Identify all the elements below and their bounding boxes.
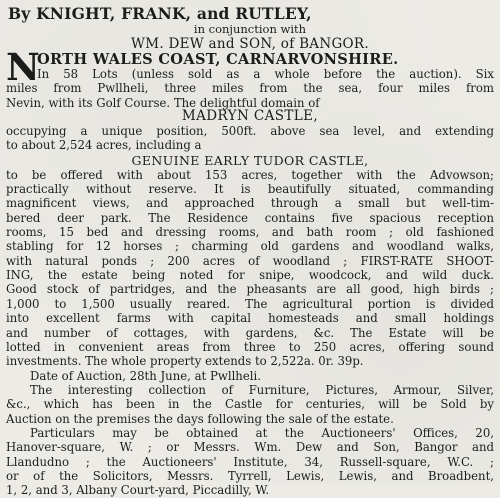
- body-line: 1,000 to 1,500 usually reared. The agricultural portion is divided: [6, 296, 494, 311]
- body-line: bered deer park. The Residence contains five spacious reception: [6, 210, 494, 225]
- domain-line: Nevin, with its Golf Course. The delightful domain of: [6, 95, 320, 110]
- particulars-line-last: 1, 2, and 3, Albany Court-yard, Piccadilly, W.: [6, 483, 270, 498]
- body-line: lotted in convenient areas from three to 250 acres, offering sound: [6, 339, 494, 354]
- position-line: occupying a unique position, 500ft. above sea level, and extending: [6, 124, 494, 139]
- conjunction-text: in conjunction with: [193, 23, 307, 36]
- particulars-line: Llandudno ; the Auctioneers' Institute, 34, Russell-square, W.C. ;: [6, 454, 494, 469]
- body-line: Good stock of partridges, and the pheasants are all good, high birds ;: [6, 282, 494, 297]
- body-line: to be offered with about 153 acres, together with the Advowson;: [6, 167, 494, 182]
- particulars-line: Hanover-square, W. ; or Messrs. Wm. Dew and Son, Bangor and: [6, 440, 494, 455]
- collection-line: The interesting collection of Furniture, Pictures, Armour, Silver,: [30, 382, 494, 397]
- headline: ORTH WALES COAST, CARNARVONSHIRE.: [37, 52, 399, 67]
- body-line: stabling for 12 horses ; charming old gardens and woodland walks,: [6, 239, 494, 254]
- partner-heading: WM. DEW and SON, of BANGOR.: [131, 36, 369, 52]
- particulars-block: [6, 426, 494, 498]
- collection-block: [6, 383, 494, 426]
- acreage-line: to about 2,524 acres, including a: [6, 138, 202, 153]
- body-line: practically without reserve. It is beautifully situated, commanding: [6, 182, 494, 197]
- body-line-last: investments. The whole property extends to 2,522a. 0r. 39p.: [6, 354, 364, 369]
- drop-cap: N: [6, 45, 40, 89]
- body-line: into excellent farms with capital homesteads and small holdings: [6, 311, 494, 326]
- lots-line: In 58 Lots (unless sold as a whole before the auction). Six: [37, 67, 494, 81]
- body-line: rooms, 15 bed and dressing rooms, and bath room ; old fashioned: [6, 225, 494, 240]
- body-line: ING, the estate being noted for snipe, woodcock, and wild duck.: [6, 268, 494, 283]
- collection-line: &c., which has been in the Castle for centuries, will be Sold by: [6, 397, 494, 412]
- auctioneers-heading: By KNIGHT, FRANK, and RUTLEY,: [8, 4, 312, 23]
- distance-line: miles from Pwllheli, three miles from the sea, four miles from: [6, 81, 494, 96]
- auction-date: Date of Auction, 28th June, at Pwllheli.: [30, 368, 261, 383]
- description-block: [6, 168, 494, 369]
- body-line: with natural ponds ; 200 acres of woodland ; FIRST-RATE SHOOT-: [6, 253, 494, 268]
- body-line: magnificent views, and approached through a small but well-tim-: [6, 196, 494, 211]
- particulars-line: Particulars may be obtained at the Auctioneers' Offices, 20,: [30, 425, 494, 440]
- castle-heading: GENUINE EARLY TUDOR CASTLE,: [131, 152, 369, 168]
- estate-name: MADRYN CASTLE,: [181, 109, 319, 125]
- particulars-line: or of the Solicitors, Messrs. Tyrrell, Lewis, Lewis, and Broadbent,: [6, 468, 494, 483]
- body-line: and number of cottages, with gardens, &c. The Estate will be: [6, 325, 494, 340]
- collection-line-last: Auction on the premises the days following the sale of the estate.: [6, 411, 394, 426]
